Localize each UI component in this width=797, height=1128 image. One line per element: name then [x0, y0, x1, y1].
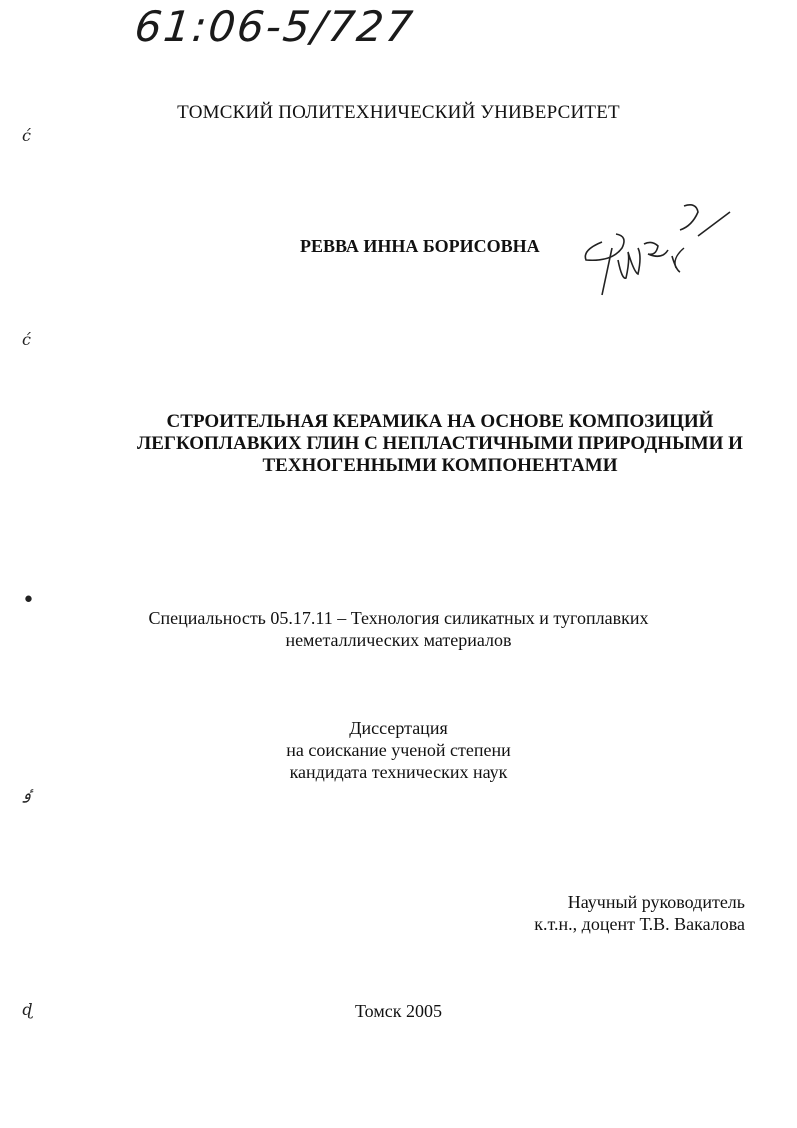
university-name: ТОМСКИЙ ПОЛИТЕХНИЧЕСКИЙ УНИВЕРСИТЕТ [177, 102, 620, 123]
specialty [0, 607, 797, 651]
advisor-line: к.т.н., доцент Т.В. Вакалова [534, 914, 745, 934]
margin-mark: ɖ [22, 1000, 33, 1019]
margin-mark: • [22, 588, 35, 613]
degree-line: кандидата технических наук [289, 762, 508, 782]
title-line: ЛЕГКОПЛАВКИХ ГЛИН С НЕПЛАСТИЧНЫМИ ПРИРОДНЫМИ И [137, 433, 743, 454]
scientific-advisor [534, 891, 745, 935]
title-line: СТРОИТЕЛЬНАЯ КЕРАМИКА НА ОСНОВЕ КОМПОЗИЦИЙ [166, 411, 714, 432]
city-year: Томск 2005 [355, 1001, 442, 1021]
degree-statement [0, 717, 797, 783]
margin-mark: ٶ [22, 784, 32, 803]
signature-icon [572, 200, 742, 300]
margin-mark: ć [22, 126, 31, 145]
advisor-line: Научный руководитель [567, 892, 745, 912]
degree-line: на соискание ученой степени [286, 740, 511, 760]
archive-code: 61:06-5/727 [132, 2, 417, 51]
title-line: ТЕХНОГЕННЫМИ КОМПОНЕНТАМИ [262, 455, 618, 476]
specialty-line: Специальность 05.17.11 – Технология силикатных и тугоплавких [148, 608, 649, 628]
margin-mark: ć [22, 330, 31, 349]
dissertation-title [90, 411, 790, 477]
author-name: РЕВВА ИННА БОРИСОВНА [300, 236, 540, 256]
degree-line: Диссертация [349, 718, 448, 738]
specialty-line: неметаллических материалов [285, 630, 512, 650]
